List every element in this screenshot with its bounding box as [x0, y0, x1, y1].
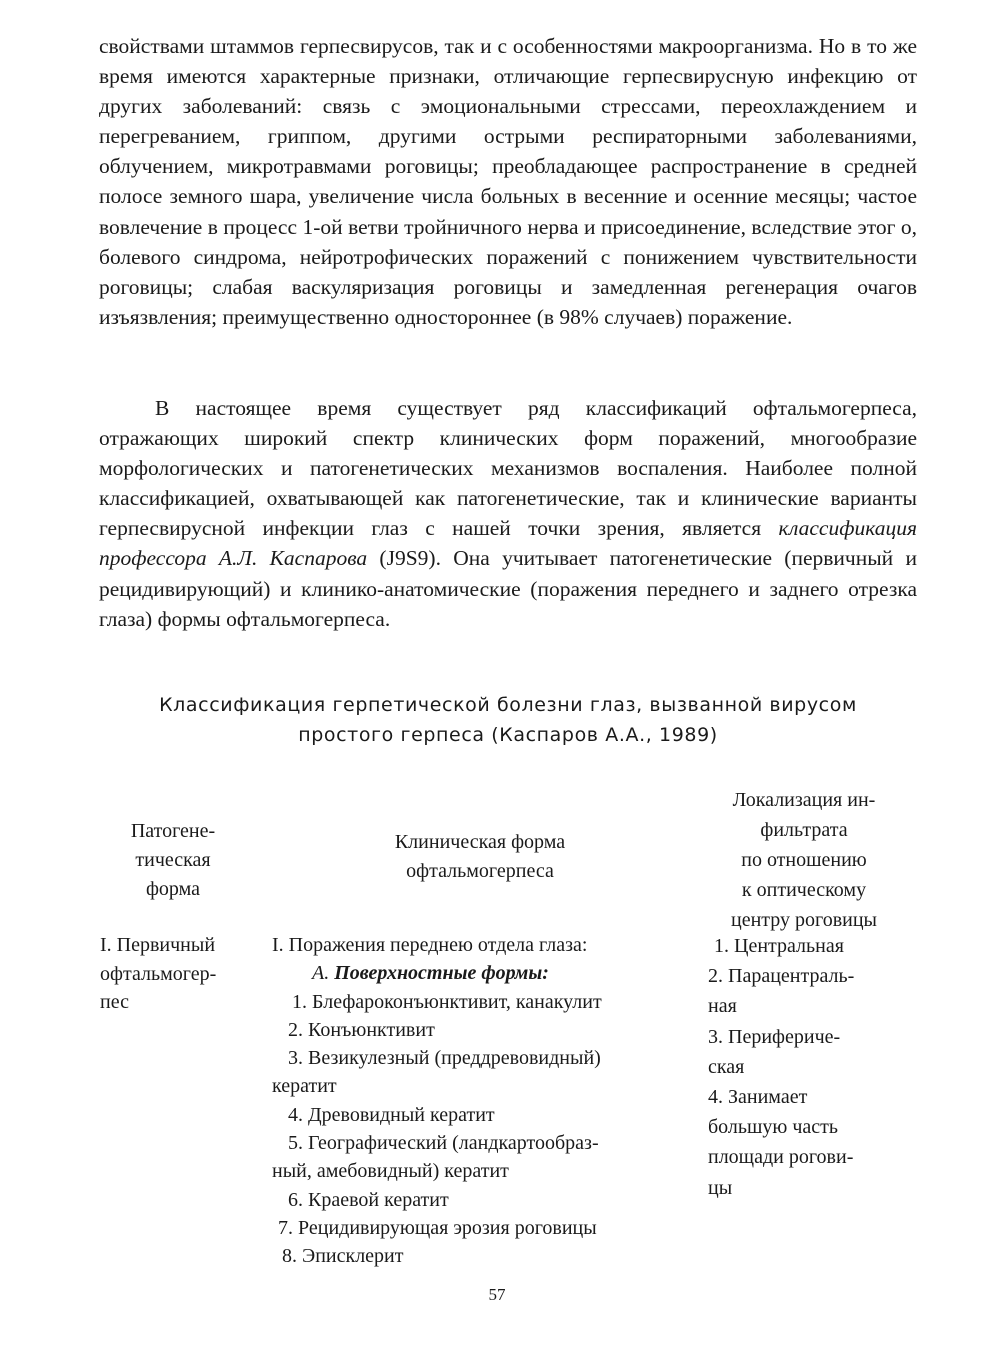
clinical-item: 1. Блефароконъюнктивит, канакулит	[292, 990, 602, 1013]
table-title	[99, 690, 917, 750]
header-line: офтальмогерпеса	[406, 860, 554, 882]
table-title-line-2: простого герпеса (Каспаров А.А., 1989)	[298, 724, 718, 746]
header-line: центру роговицы	[731, 909, 877, 931]
cell-line: офтальмогер-	[100, 962, 217, 985]
subsection-letter: А.	[312, 962, 330, 985]
localization-item: 1. Центральная	[714, 935, 844, 957]
header-line: к оптическому	[741, 879, 867, 901]
italic-citation: классификация профессора А.Л. Каспарова	[99, 516, 917, 571]
clinical-item: кератит	[272, 1075, 337, 1098]
clinical-item: 3. Везикулезный (преддревовидный)	[288, 1047, 601, 1070]
cell-pathogenetic-form	[100, 931, 250, 1017]
header-line: по отношению	[741, 849, 867, 871]
localization-item: большую часть	[708, 1116, 839, 1139]
clinical-item: 7. Рецидивирующая эрозия роговицы	[278, 1216, 597, 1239]
localization-item: 3. Перифериче-	[708, 1025, 841, 1048]
clinical-item: 5. Географический (ландкартообраз-	[288, 1132, 599, 1155]
table-title-line-1: Классификация герпетической болезни глаз, вызванной вирусом	[159, 694, 857, 716]
page-number: 57	[488, 1285, 506, 1304]
body-paragraph-1: свойствами штаммов герпесвирусов, так и с особенностями макроорганизма. Но в то же время имеются характерные признаки, отличающие герпесвирусную инфекцию от других заболеваний: связь с эмоциональными стрессами, переохлаждением и перегреванием, гриппом, другими острыми респираторными заболеваниями, облучением, микротравмами роговицы; преобладающее распространение в средней полосе земного шара, увеличение числа больных в весенние и осенние месяцы; частое вовлечение в процесс 1-ой ветви тройничного нерва и присоединение, вследствие этог о, болевого синдрома, нейротрофических поражений с понижением чувствительности роговицы; слабая васкуляризация роговицы и замедленная регенерация очагов изъязвления; преимущественно одностороннее (в 98% случаев) поражение.	[99, 34, 917, 329]
header-line: тическая	[135, 849, 211, 871]
subsection-title: Поверхностные формы:	[334, 962, 549, 985]
clinical-item: 6. Краевой кератит	[288, 1188, 449, 1211]
localization-item: площади рогови-	[708, 1146, 854, 1169]
header-line: Клиническая форма	[394, 831, 566, 853]
clinical-item: 2. Конъюнктивит	[288, 1018, 435, 1041]
cell-line: I. Первичный	[100, 934, 216, 956]
header-pathogenetic-form	[104, 817, 242, 904]
localization-item: ская	[708, 1055, 745, 1078]
clinical-section-heading: I. Поражения переднею отдела глаза:	[272, 934, 588, 956]
clinical-item: ный, амебовидный) кератит	[272, 1160, 509, 1183]
paragraph-2-text-end: (J9S9). Она учитывает патогенетические (первичный и рецидивирующий) и клинико-анатомические (поражения переднего и заднего отрезка глаза) формы офтальмогерпеса.	[99, 546, 917, 631]
header-line: форма	[145, 878, 201, 900]
header-line: Локализация ин-	[732, 789, 876, 811]
cell-line: пес	[100, 991, 129, 1013]
cell-infiltrate-localization	[708, 931, 908, 1203]
header-line: фильтрата	[760, 819, 848, 841]
localization-item: 4. Занимает	[708, 1086, 808, 1109]
header-clinical-form	[345, 828, 615, 886]
paragraph-2-text-start: В настоящее время существует ряд классификаций офтальмогерпеса, отражающих широкий спектр клинических форм поражений, многообразие морфологических и патогенетических механизмов воспаления. Наиболее полной классификацией, охватывающей как патогенетические, так и клинические варианты герпесвирусной инфекции глаз с нашей точки зрения, является	[99, 396, 917, 541]
header-line: Патогене-	[130, 820, 216, 842]
header-infiltrate-localization	[706, 785, 902, 935]
clinical-subsection-heading	[272, 959, 672, 987]
body-paragraph-2	[99, 393, 917, 634]
cell-clinical-forms	[272, 931, 672, 1271]
clinical-item: 4. Древовидный кератит	[288, 1103, 495, 1126]
clinical-item: 8. Эписклерит	[282, 1245, 404, 1268]
localization-item: 2. Парацентраль-	[708, 965, 855, 988]
localization-item: цы	[708, 1176, 733, 1199]
localization-item: ная	[708, 995, 737, 1018]
